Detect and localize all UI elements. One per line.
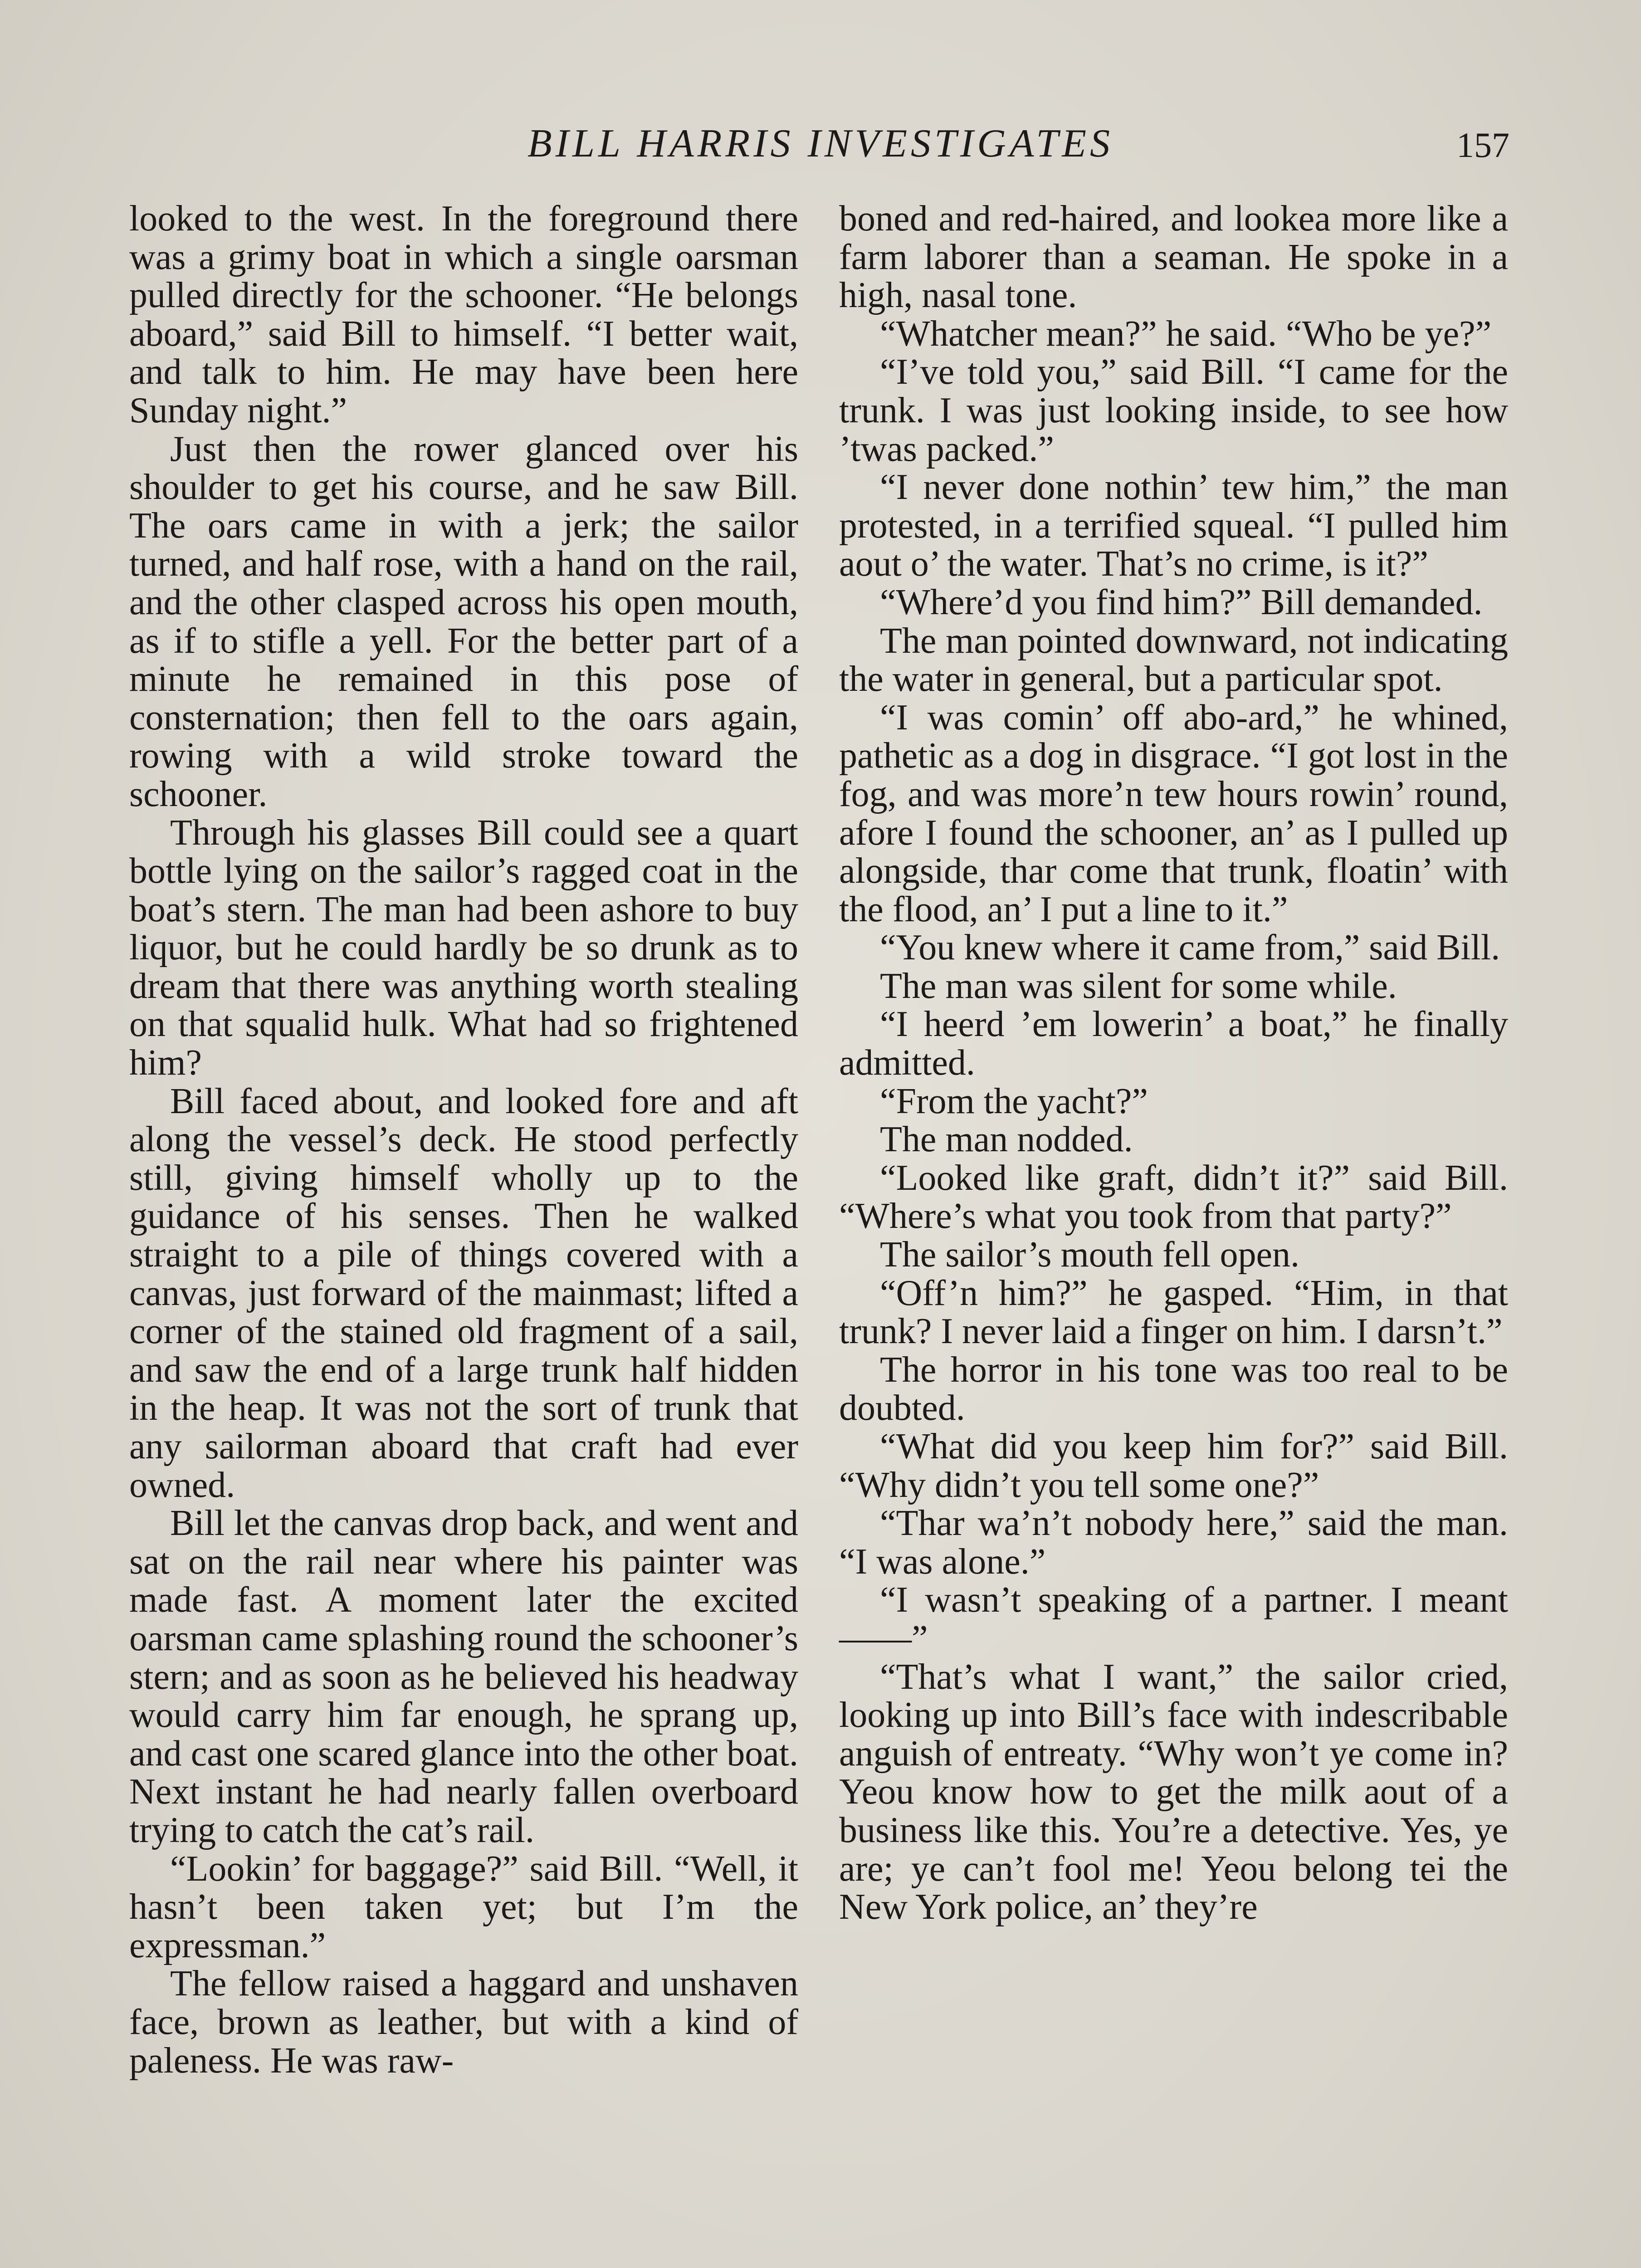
paragraph: “I wasn’t speaking of a partner. I meant——”: [839, 1580, 1508, 1658]
paragraph: “From the yacht?”: [880, 1081, 1148, 1121]
paragraph: Just then the rower glanced over his shoulder to get his course, and he saw Bill. The oars came in with a jerk; the sailor turned, and half rose, with a hand on the rail, and the other clasped across his open mouth, as if to stifle a yell. For the better part of a minute he remained in this pose of consternation; then fell to the oars again, rowing with a wild stroke toward the schooner.: [129, 429, 798, 814]
paragraph: boned and red-haired, and lookea more like a farm laborer than a seaman. He spoke in a high, nasal tone.: [839, 199, 1508, 316]
paragraph: “Thar wa’n’t nobody here,” said the man. “I was alone.”: [839, 1503, 1508, 1582]
paragraph: “You knew where it came from,” said Bill.: [880, 928, 1500, 968]
paragraph: The man nodded.: [880, 1119, 1133, 1160]
paragraph: The horror in his tone was too real to be doubted.: [839, 1349, 1508, 1428]
paragraph: Bill faced about, and looked fore and aft along the vessel’s deck. He stood perfectly still, giving himself wholly up to the guidance of his senses. Then he walked straight to a pile of things covered with a canvas, just forward of the mainmast; lifted a corner of the stained old fragment of a sail, and saw the end of a large trunk half hidden in the heap. It was not the sort of trunk that any sailorman aboard that craft had ever owned.: [129, 1081, 798, 1505]
left-column: [129, 200, 798, 2080]
paragraph: “Where’d you find him?” Bill demanded.: [880, 582, 1483, 622]
page-header: [132, 119, 1509, 169]
paragraph: “Whatcher mean?” he said. “Who be ye?”: [880, 313, 1492, 354]
paragraph: The man pointed downward, not indicating the water in general, but a particular spot.: [839, 621, 1508, 699]
paragraph: “What did you keep him for?” said Bill. “Why didn’t you tell some one?”: [839, 1427, 1508, 1505]
paragraph: “I heerd ’em lowerin’ a boat,” he finally admitted.: [839, 1004, 1508, 1083]
paragraph: “That’s what I want,” the sailor cried, looking up into Bill’s face with indescribable anguish of entreaty. “Why won’t ye come in? Yeou know how to get the milk aout of a business like this. You’re a detective. Yes, ye are; ye can’t fool me! Yeou belong tei the New York police, an’ they’re: [839, 1657, 1508, 1927]
paragraph: The man was silent for some while.: [880, 966, 1397, 1006]
paragraph: The sailor’s mouth fell open.: [880, 1235, 1299, 1275]
paragraph: “I was comin’ off abo-ard,” he whined, pathetic as a dog in disgrace. “I got lost in the fog, and was more’n tew hours rowin’ round, afore I found the schooner, an’ as I pulled up alongside, thar come that trunk, floatin’ with the flood, an’ I put a line to it.”: [839, 697, 1508, 929]
paragraph: “I’ve told you,” said Bill. “I came for the trunk. I was just looking inside, to see how ’twas packed.”: [839, 352, 1508, 469]
paragraph: looked to the west. In the foreground there was a grimy boat in which a single oarsman pulled directly for the schooner. “He belongs aboard,” said Bill to himself. “I better wait, and talk to him. He may have been here Sunday night.”: [129, 199, 798, 430]
paragraph: Through his glasses Bill could see a quart bottle lying on the sailor’s ragged coat in the boat’s stern. The man had been ashore to buy liquor, but he could hardly be so drunk as to dream that there was anything worth stealing on that squalid hulk. What had so frightened him?: [129, 812, 798, 1083]
paragraph: “Lookin’ for baggage?” said Bill. “Well, it hasn’t been taken yet; but I’m the expressman.”: [129, 1848, 798, 1965]
paragraph: “Off’n him?” he gasped. “Him, in that trunk? I never laid a finger on him. I darsn’t.”: [839, 1273, 1508, 1352]
paragraph: “I never done nothin’ tew him,” the man protested, in a terrified squeal. “I pulled him aout o’ the water. That’s no crime, is it?”: [839, 467, 1508, 584]
running-title: BILL HARRIS INVESTIGATES: [527, 122, 1114, 166]
right-column: [839, 200, 1508, 1926]
paragraph: The fellow raised a haggard and unshaven face, brown as leather, but with a kind of paleness. He was raw-: [129, 1964, 798, 2081]
paragraph: “Looked like graft, didn’t it?” said Bill. “Where’s what you took from that party?”: [839, 1158, 1508, 1237]
paragraph: Bill let the canvas drop back, and went and sat on the rail near where his painter was made fast. A moment later the excited oarsman came splashing round the schooner’s stern; and as soon as he believed his headway would carry him far enough, he sprang up, and cast one scared glance into the other boat. Next instant he had nearly fallen overboard trying to catch the cat’s rail.: [129, 1503, 798, 1850]
page-number: 157: [1456, 125, 1509, 165]
